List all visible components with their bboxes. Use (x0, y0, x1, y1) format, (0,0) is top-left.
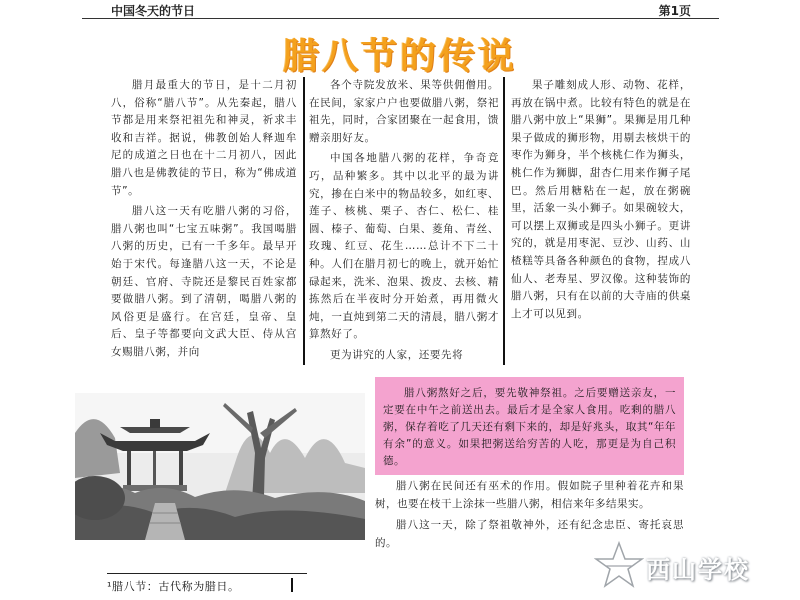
footnote: ¹腊八节：古代称为腊日。 (107, 580, 240, 593)
star-logo-icon (594, 540, 644, 590)
paragraph: 更为讲究的人家，还要先将 (330, 348, 464, 361)
header-rule (95, 18, 705, 19)
paragraph: 各个寺院发放米、果等供佣僧用。在民间，家家户户也要做腊八粥，祭祀祖先，同时，合家团聚在一起食用，馈赠亲朋好友。 (309, 79, 499, 144)
column-divider (503, 77, 505, 365)
column-divider (303, 77, 305, 365)
crop-mark-right (705, 18, 719, 19)
text-column-2 (309, 77, 499, 365)
highlight-box (375, 377, 684, 475)
text-column-1 (111, 77, 297, 365)
text-cursor (291, 578, 293, 592)
header-page-number: 第1页 (658, 4, 691, 18)
footnote-rule (107, 573, 307, 574)
paragraph: 果子雕刻成人形、动物、花样，再放在锅中煮。比较有特色的就是在腊八粥中放上“果狮”。果狮是用几种果子做成的狮形物，用剔去核烘干的枣作为狮身，半个核桃仁作为狮头，桃仁作为狮脚，甜杏仁用来作狮子尾巴。然后用糖粘在一起，放在粥碗里，活象一头小狮子。如果碗较大，可以摆上双狮或是四头小狮子。更讲究的，就是用枣泥、豆沙、山药、山楂糕等具备各种颜色的食物，捏成八仙人、老寿星、罗汉像。这种装饰的腊八粥，只有在以前的大寺庙的供桌上才可以见到。 (511, 79, 691, 320)
highlight-text: 腊八粥熬好之后，要先敬神祭祖。之后要赠送亲友，一定要在中午之前送出去。最后才是全家人食用。吃剩的腊八粥，保存着吃了几天还有剩下来的，却是好兆头，取其“年年有余”的意义。如果把粥送给穷苦的人吃，那更是为自己积德。 (383, 387, 676, 467)
paragraph: 中国各地腊八粥的花样，争奇竞巧，品种繁多。其中以北平的最为讲究，掺在白米中的物品较多，如红枣、莲子、核桃、栗子、杏仁、松仁、桂圆、榛子、葡萄、白果、菱角、青丝、玫瑰、红豆、花生……总计不下二十种。人们在腊月初七的晚上，就开始忙碌起来，洗米、泡果、拨皮、去核、精拣然后在半夜时分开始煮，再用微火炖，一直炖到第二天的清晨，腊八粥才算熬好了。 (309, 152, 499, 341)
watermark-text: 西山学校 (646, 556, 750, 584)
pavilion-illustration (75, 393, 365, 540)
paragraph: 腊月最重大的节日，是十二月初八，俗称“腊八节”。从先秦起，腊八节都是用来祭祀祖先和神灵，祈求丰收和吉祥。据说，佛教创始人释迦牟尼的成道之日也在十二月初八，因此腊八也是佛教徒的节日，称为“佛成道节”。 (111, 79, 297, 197)
pavilion-photo (75, 393, 365, 540)
paragraph: 腊八这一天有吃腊八粥的习俗，腊八粥也叫“七宝五味粥”。我国喝腊八粥的历史，已有一千多年。最早开始于宋代。每逢腊八这一天，不论是朝廷、官府、寺院还是黎民百姓家都要做腊八粥。到了清朝，喝腊八粥的风俗更是盛行。在宫廷，皇帝、皇后、皇子等都要向文武大臣、侍从宫女赐腊八粥，并向 (111, 205, 297, 358)
text-column-3 (511, 77, 691, 365)
paragraph: 腊八粥在民间还有巫术的作用。假如院子里种着花卉和果树，也要在枝干上涂抹一些腊八粥，相信来年多结果实。 (375, 480, 684, 510)
article-title: 腊八节的传说 (282, 35, 517, 77)
paragraph: 腊八这一天，除了祭祖敬神外，还有纪念忠臣、寄托哀思的。 (375, 519, 684, 549)
header-section-title: 中国冬天的节日 (111, 4, 196, 18)
page-header (95, 0, 705, 22)
school-watermark (594, 540, 784, 590)
crop-mark-left (82, 18, 96, 19)
